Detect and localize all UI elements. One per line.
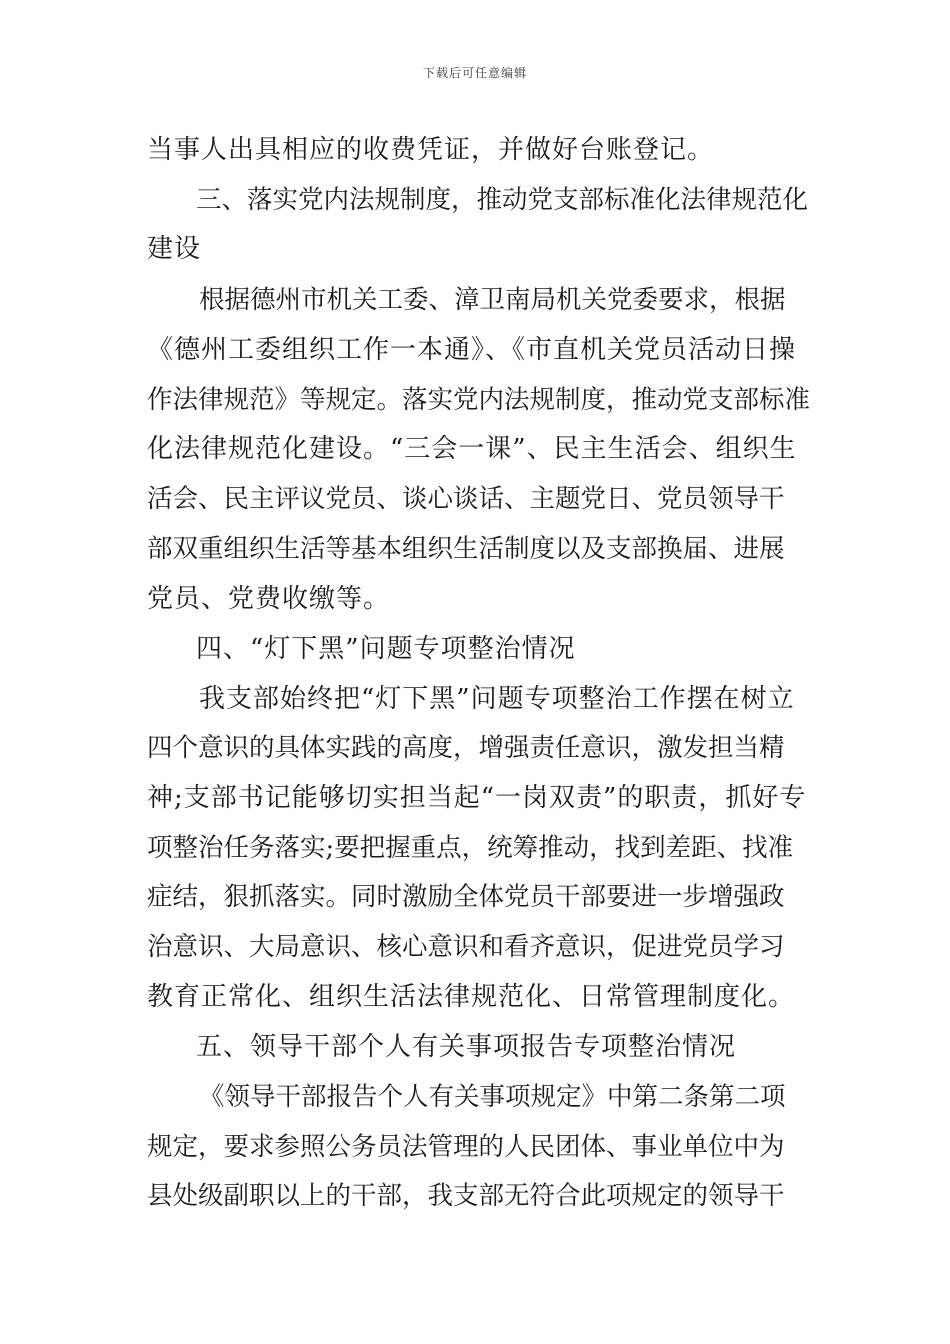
section-heading-3-line-2: 建设 xyxy=(147,234,202,264)
text-line-22: 县处级副职以上的干部，我支部无符合此项规定的领导干 xyxy=(147,1181,785,1211)
text-line-17: 治意识、大局意识、核心意识和看齐意识，促进党员学习 xyxy=(147,932,785,962)
text-line-13: 四个意识的具体实践的高度，增强责任意识，激发担当精 xyxy=(147,733,785,763)
text-line-9: 部双重组织生活等基本组织生活制度以及支部换届、进展 xyxy=(147,534,785,564)
text-line-15: 项整治任务落实;要把握重点，统筹推动，找到差距、找准 xyxy=(147,833,794,863)
page-header: 下载后可任意编辑 xyxy=(422,66,527,80)
text-line-18: 教育正常化、组织生活法律规范化、日常管理制度化。 xyxy=(147,982,796,1012)
text-line-10: 党员、党费收缴等。 xyxy=(147,584,391,614)
text-line-14: 神;支部书记能够切实担当起“一岗双责”的职责，抓好专 xyxy=(147,783,807,813)
text-line-6: 作法律规范》等规定。落实党内法规制度，推动党支部标准 xyxy=(147,385,811,415)
text-line-21: 规定，要求参照公务员法管理的人民团体、事业单位中为 xyxy=(147,1132,785,1162)
text-line-16: 症结，狠抓落实。同时激励全体党员干部要进一步增强政 xyxy=(147,882,785,912)
text-line-1: 当事人出具相应的收费凭证，并做好台账登记。 xyxy=(147,135,715,165)
section-heading-3-line-1: 三、落实党内法规制度，推动党支部标准化法律规范化 xyxy=(196,185,809,215)
text-line-4: 根据德州市机关工委、漳卫南局机关党委要求，根据 xyxy=(199,285,786,315)
text-line-8: 活会、民主评议党员、谈心谈话、主题党日、党员领导干 xyxy=(147,484,785,514)
text-line-12: 我支部始终把“灯下黑”问题专项整治工作摆在树立 xyxy=(199,684,795,714)
section-heading-4: 四、“灯下黑”问题专项整治情况 xyxy=(196,634,576,664)
section-heading-5: 五、领导干部个人有关事项报告专项整治情况 xyxy=(196,1032,737,1062)
text-line-7: 化法律规范化建设。“三会一课”、民主生活会、组织生 xyxy=(147,434,797,464)
text-line-5: 《德州工委组织工作一本通》、《市直机关党员活动日操 xyxy=(147,335,797,365)
text-line-20: 《领导干部报告个人有关事项规定》中第二条第二项 xyxy=(199,1082,786,1112)
